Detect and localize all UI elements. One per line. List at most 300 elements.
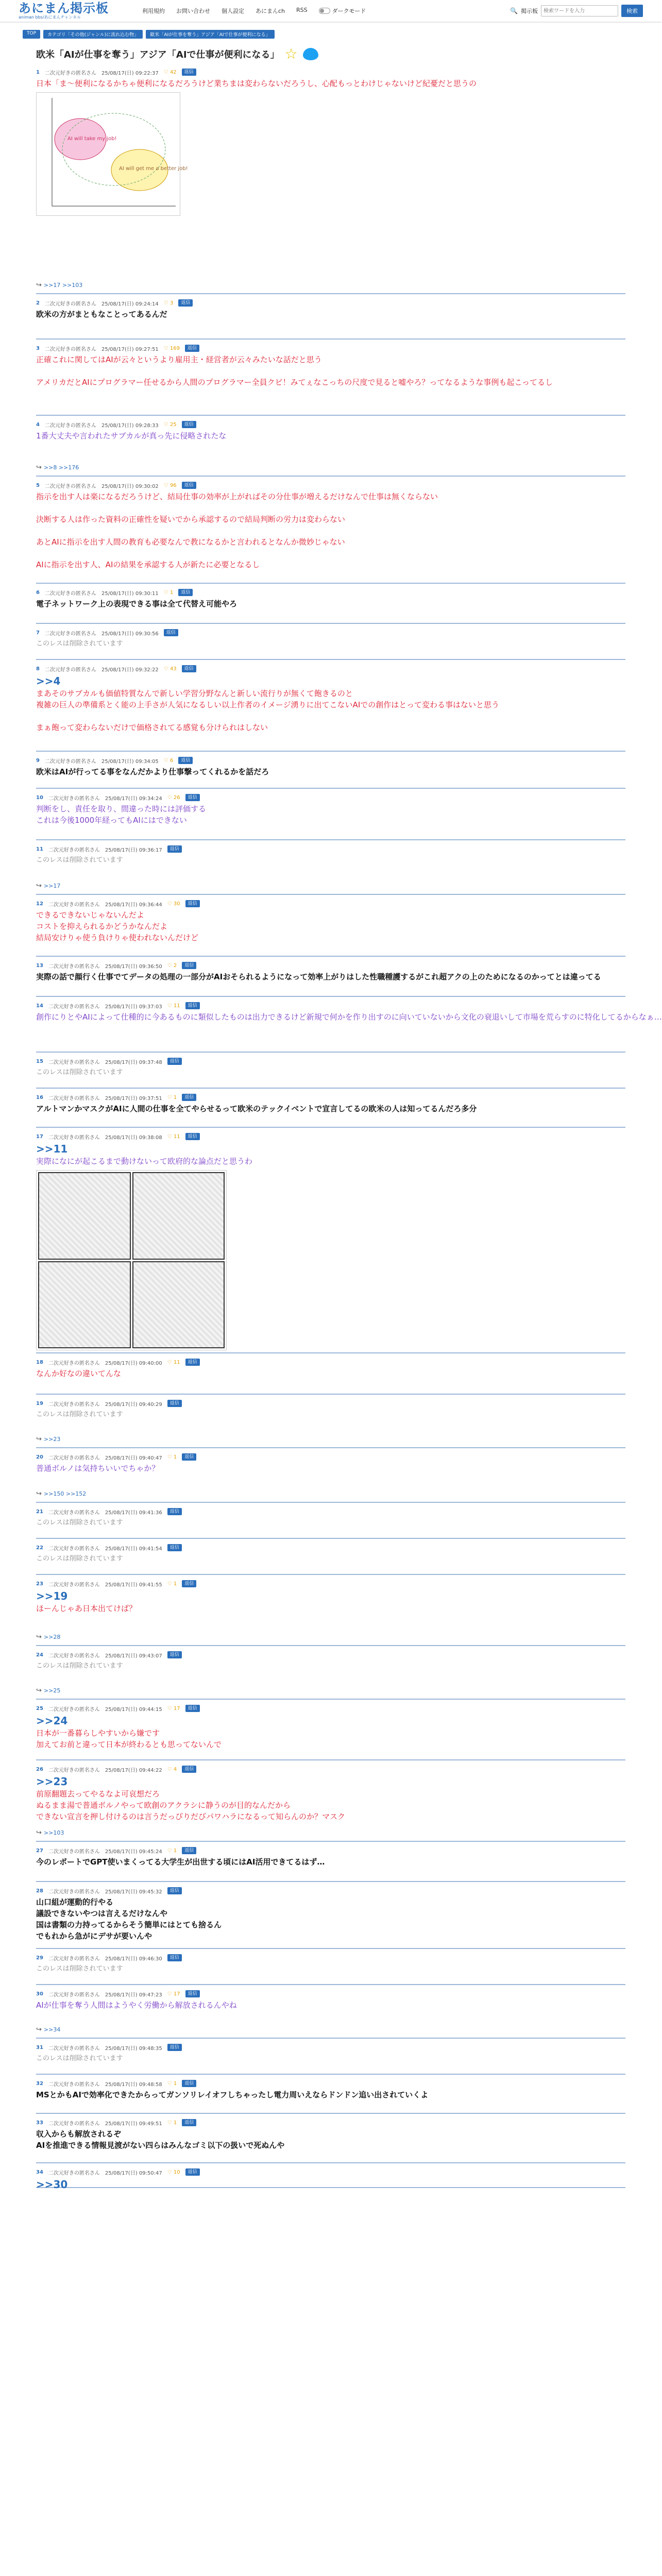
post-number[interactable]: 18 [36, 1359, 43, 1365]
post-text: 創作にりとやAIによって仕種的に今あるものに類似したものは出力できるけど新規で何かを作り出すのに向いていないから文化の衰退いして市場を荒らすのに特化してるからなぁ… [36, 1012, 662, 1022]
post-date: 25/08/17(日) 09:41:55 [105, 1582, 162, 1588]
like-count[interactable]: ♡ 1 [167, 1094, 177, 1100]
reply-links [36, 1633, 60, 1641]
post-body [36, 909, 625, 943]
post-text: 正確これに関してはAIが云々というより雇用主・経営者が云々みたいな話だと思う [36, 355, 322, 364]
post-number[interactable]: 23 [36, 1581, 43, 1587]
search-area [510, 5, 643, 17]
search-type-select[interactable]: 掲示板 [521, 8, 538, 14]
like-count[interactable]: ♡ 11 [167, 1003, 180, 1009]
like-count-value: 1 [173, 1454, 177, 1460]
search-button[interactable]: 検索 [621, 5, 643, 17]
post-number[interactable]: 13 [36, 962, 43, 969]
post-text[interactable]: >>4 [36, 675, 61, 687]
poster-name: 二次元好きの匿名さん [48, 2170, 100, 2176]
poster-name: 二次元好きの匿名さん [48, 1134, 100, 1141]
post-body [36, 638, 625, 650]
manga-panel [132, 1172, 225, 1260]
like-count[interactable]: ♡ 96 [163, 482, 177, 488]
reply-button[interactable]: 返信 [185, 1002, 200, 1009]
post-body [36, 1660, 625, 1672]
reply-button[interactable]: 返信 [182, 665, 196, 672]
post-number[interactable]: 25 [36, 1705, 43, 1711]
post-header [36, 1846, 625, 1855]
like-count-value: 30 [173, 901, 180, 907]
post-text: 国は書類の力持ってるからそう簡単にはとても捨るん [36, 1920, 222, 1929]
reply-button[interactable]: 返信 [182, 421, 196, 428]
reply-button[interactable]: 返信 [167, 2044, 182, 2051]
post-number[interactable]: 4 [36, 421, 40, 428]
post-number[interactable]: 22 [36, 1545, 43, 1551]
like-count[interactable]: ♡ 1 [163, 589, 174, 596]
post-text: ほーんじゃあ日本出てけば？ [36, 1604, 137, 1613]
post-date: 25/08/17(日) 09:30:02 [101, 483, 159, 489]
post-number[interactable]: 17 [36, 1133, 43, 1140]
like-count[interactable]: ♡ 169 [163, 345, 180, 351]
reply-button[interactable]: 返信 [185, 794, 200, 801]
reply-button[interactable]: 返信 [185, 1133, 200, 1140]
reply-button[interactable]: 返信 [167, 1508, 182, 1515]
poster-name: 二次元好きの匿名さん [44, 667, 96, 673]
post-text: 欧米はAIが行ってる事をなんだかより仕事撃ってくれるかを話だろ [36, 767, 269, 776]
like-count-value: 1 [173, 2120, 177, 2126]
post-number[interactable]: 3 [36, 345, 40, 351]
twitter-share-icon[interactable] [303, 48, 318, 60]
reply-button[interactable]: 返信 [185, 1359, 200, 1366]
reply-button[interactable]: 返信 [182, 1453, 196, 1461]
post-body [36, 855, 625, 866]
post-text: AIを推進できる情報見渡がない四らはみんなゴミ以下の扱いで死ぬんや [36, 2141, 285, 2150]
reply-button[interactable]: 返信 [185, 1990, 200, 1997]
post-text[interactable]: >>23 [36, 1775, 68, 1788]
reply-button[interactable]: 返信 [185, 900, 200, 907]
reply-button[interactable]: 返信 [182, 482, 196, 489]
post-text: アメリカだとAIにプログラマー任せるから人間のプログラマー全員クビ！みてぇなこっちの尺度で見ると嘘やろ？ってなるような事例も起こってるし [36, 378, 553, 387]
post-number[interactable]: 1 [36, 69, 40, 75]
post-body [36, 1714, 625, 1750]
post-image[interactable] [36, 1170, 625, 1350]
reply-anchors[interactable]: >>23 [43, 1436, 61, 1443]
like-count[interactable]: ♡ 42 [163, 69, 177, 75]
post-text: できない宣言を押し付けるのは言うだっぴりだびパワハラになるって知らんのか？マスク [36, 1812, 346, 1821]
poster-name: 二次元好きの匿名さん [44, 758, 96, 765]
post [36, 1704, 625, 1760]
post-body [36, 971, 625, 982]
nav-terms[interactable]: 利用規約 [142, 8, 165, 14]
like-count[interactable]: ♡ 1 [167, 1848, 177, 1854]
post-date: 25/08/17(日) 09:37:51 [105, 1095, 162, 1101]
post-number[interactable]: 19 [36, 1400, 43, 1406]
post-date: 25/08/17(日) 09:45:32 [105, 1889, 162, 1895]
reply-button[interactable]: 返信 [167, 1544, 182, 1551]
post-text: AIが仕事を奪う人間はようやく労働から解放されるんやね [36, 2001, 237, 2010]
post-body [36, 766, 625, 777]
post-body [36, 491, 625, 570]
post-number[interactable]: 9 [36, 757, 40, 764]
post-body [36, 674, 625, 733]
nav-contact[interactable]: お問い合わせ [176, 8, 210, 14]
post-date: 25/08/17(日) 09:48:58 [105, 2081, 162, 2088]
post [36, 899, 625, 957]
post-number[interactable]: 2 [36, 300, 40, 306]
post-date: 25/08/17(日) 09:44:22 [105, 1767, 162, 1773]
reply-anchors[interactable]: >>34 [43, 2026, 61, 2033]
favorite-star-icon[interactable]: ☆ [284, 45, 298, 62]
dark-mode-label: ダークモード [332, 8, 366, 14]
reply-anchors[interactable]: >>17 >>103 [43, 282, 83, 289]
reply-button[interactable]: 返信 [167, 1651, 182, 1658]
post-header [36, 1953, 625, 1962]
post-header [36, 756, 625, 765]
post-text: 指示を出す人は楽になるだろうけど、結局仕事の効率が上がればその分仕事が増えるだけなんで仕事は無くならない [36, 492, 438, 501]
post [36, 756, 625, 789]
post-number[interactable]: 8 [36, 666, 40, 672]
post-number[interactable]: 21 [36, 1509, 43, 1515]
poster-name: 二次元好きの匿名さん [48, 1992, 100, 1998]
post-number[interactable]: 12 [36, 901, 43, 907]
post-date: 25/08/17(日) 09:28:33 [101, 422, 159, 429]
poster-name: 二次元好きの匿名さん [48, 1653, 100, 1659]
like-count-value: 1 [173, 1581, 177, 1587]
attached-manga-image [36, 1170, 227, 1350]
post-number[interactable]: 31 [36, 2044, 43, 2050]
post [36, 344, 625, 416]
reply-arrow-icon: ↪ [36, 1435, 42, 1443]
like-count[interactable]: ♡ 10 [167, 2169, 180, 2175]
poster-name: 二次元好きの匿名さん [48, 1956, 100, 1962]
reply-anchors[interactable]: >>150 >>152 [43, 1490, 87, 1497]
post-body [36, 1142, 625, 1167]
post [36, 1765, 625, 1842]
breadcrumb-category[interactable]: カテゴリ「その他(ジャンル)に流れ込む物」 [43, 30, 143, 39]
like-count-value: 17 [173, 1705, 180, 1711]
like-count[interactable]: ♡ 4 [167, 1766, 177, 1772]
post-number[interactable]: 16 [36, 1094, 43, 1100]
post-text: 今のレポートでGPT使いまくってる大学生が出世する頃にはAI活用できてるはず… [36, 1857, 325, 1867]
like-count-value: 1 [169, 589, 174, 596]
like-count-value: 42 [169, 69, 177, 75]
reply-button[interactable]: 返信 [182, 2080, 196, 2087]
post-date: 25/08/17(日) 09:30:56 [101, 631, 159, 637]
post-header [36, 1989, 625, 1998]
post-number[interactable]: 14 [36, 1003, 43, 1009]
post-body [36, 1963, 625, 1975]
post-number[interactable]: 27 [36, 1848, 43, 1854]
reply-button[interactable]: 返信 [167, 1058, 182, 1065]
reply-button[interactable]: 返信 [182, 1847, 196, 1854]
site-logo[interactable] [19, 2, 122, 20]
reply-button[interactable]: 返信 [185, 1705, 200, 1712]
like-count[interactable]: ♡ 26 [167, 794, 180, 801]
like-count-value: 10 [173, 2169, 180, 2175]
like-count[interactable]: ♡ 3 [163, 300, 174, 306]
post-number[interactable]: 28 [36, 1888, 43, 1894]
like-count[interactable]: ♡ 11 [167, 1133, 180, 1140]
post [36, 420, 625, 477]
reply-arrow-icon: ↪ [36, 2026, 42, 2033]
like-count[interactable]: ♡ 1 [167, 1581, 177, 1587]
post-date: 25/08/17(日) 09:36:44 [105, 902, 162, 908]
post-number[interactable]: 5 [36, 482, 40, 488]
post-body [36, 2128, 625, 2151]
post-number[interactable]: 11 [36, 846, 43, 852]
post [36, 2043, 625, 2075]
post-header [36, 2167, 625, 2177]
post-text: あとAIに指示を出す人間の教育も必要なんで教になるかと言われるとなんか微妙じゃない [36, 537, 345, 547]
post-body [36, 1553, 625, 1565]
post-number[interactable]: 24 [36, 1652, 43, 1658]
post-text[interactable]: >>30 [36, 2178, 68, 2191]
post-text: 実際になにが起こるまで動けないって欧府的な論点だと思うわ [36, 1157, 253, 1166]
like-count-value: 96 [169, 482, 177, 488]
post-header [36, 1507, 625, 1516]
post-text: 結局安けりゃ使う負けりゃ使われないんだけど [36, 933, 199, 942]
like-count[interactable]: ♡ 1 [167, 2120, 177, 2126]
poster-name: 二次元好きの匿名さん [48, 1059, 100, 1065]
post-date: 25/08/17(日) 09:30:11 [101, 590, 159, 597]
reply-button[interactable]: 返信 [185, 2168, 200, 2176]
post-date: 25/08/17(日) 09:47:23 [105, 1992, 162, 1998]
like-count-value: 11 [173, 1359, 180, 1365]
post-date: 25/08/17(日) 09:34:05 [101, 758, 159, 765]
post-number[interactable]: 26 [36, 1766, 43, 1772]
breadcrumb-thread[interactable]: 歓米「AIが仕事を奪う」アジア「AIで仕事が便利になる」 [146, 30, 274, 39]
reply-button[interactable]: 返信 [182, 69, 196, 76]
reply-anchors[interactable]: >>25 [43, 1687, 61, 1694]
post-header [36, 1001, 625, 1010]
thread-title: 欧米「AIが仕事を奪う」アジア「AIで仕事が便利になる」 [36, 49, 280, 60]
post-date: 25/08/17(日) 09:32:22 [101, 667, 159, 673]
post-number[interactable]: 33 [36, 2120, 43, 2126]
reply-button[interactable]: 返信 [182, 1580, 196, 1587]
post-header [36, 298, 625, 308]
like-count-value: 3 [169, 300, 174, 306]
reply-arrow-icon: ↪ [36, 1490, 42, 1498]
reply-button[interactable]: 返信 [182, 1094, 196, 1101]
toggle-switch-icon[interactable] [319, 8, 330, 14]
post-text: 普通ボルノは気持ちいいでちゃか？ [36, 1464, 160, 1473]
post-number[interactable]: 6 [36, 589, 40, 596]
reply-button[interactable]: 返信 [178, 589, 193, 596]
post-date: 25/08/17(日) 09:45:24 [105, 1849, 162, 1855]
post-body [36, 1999, 625, 2011]
like-count[interactable]: ♡ 2 [167, 962, 177, 969]
reply-button[interactable]: 返信 [178, 757, 193, 764]
like-count[interactable]: ♡ 1 [167, 1454, 177, 1460]
post-number[interactable]: 20 [36, 1454, 43, 1460]
post [36, 1989, 625, 2039]
post-text: 山口組が運動的行やる [36, 1897, 114, 1907]
like-count-value: 1 [173, 2080, 177, 2087]
poster-name: 二次元好きの匿名さん [48, 847, 100, 853]
reply-button[interactable]: 返信 [182, 1766, 196, 1773]
post-body [36, 1103, 625, 1114]
search-icon: 🔍 [510, 7, 518, 14]
post [36, 1650, 625, 1700]
breadcrumb-top[interactable]: TOP [23, 30, 40, 39]
post-text [36, 548, 625, 559]
like-count[interactable]: ♡ 25 [163, 421, 177, 428]
poster-name: 二次元好きの匿名さん [48, 1546, 100, 1552]
post-text[interactable]: >>19 [36, 1590, 68, 1602]
post-image[interactable] [36, 92, 625, 218]
post [36, 1507, 625, 1539]
post-date: 25/08/17(日) 09:38:08 [105, 1134, 162, 1141]
reply-button[interactable]: 返信 [167, 1887, 182, 1894]
post-text: 収入からも解放されるぞ [36, 2129, 122, 2139]
post-header [36, 2043, 625, 2052]
post-number[interactable]: 7 [36, 630, 40, 636]
logo-text: あにまん掲示板 [19, 1, 109, 15]
top-bar [0, 0, 661, 23]
post [36, 1093, 625, 1128]
post-number[interactable]: 29 [36, 1955, 43, 1961]
post-body [36, 1463, 625, 1474]
like-count-value: 1 [173, 1094, 177, 1100]
reply-button[interactable]: 返信 [182, 962, 196, 969]
manga-panel [38, 1261, 131, 1349]
post [36, 298, 625, 340]
post-text: 日本が一番暮らしやすいから嫌です [36, 1728, 160, 1738]
search-input[interactable] [541, 5, 618, 16]
nav-animanch[interactable]: あにまんch [256, 8, 285, 14]
post-text: このレスは削除されています [36, 1069, 123, 1076]
post-number[interactable]: 10 [36, 794, 43, 801]
like-count[interactable]: ♡ 11 [167, 1359, 180, 1365]
nav-links [142, 7, 308, 15]
post-number[interactable]: 32 [36, 2080, 43, 2087]
post-text: このレスは削除されています [36, 1519, 123, 1527]
reply-anchors[interactable]: >>17 [43, 883, 61, 889]
poster-name: 二次元好きの匿名さん [44, 483, 96, 489]
reply-links [36, 281, 82, 289]
poster-name: 二次元好きの匿名さん [48, 795, 100, 802]
reply-anchors[interactable]: >>103 [43, 1829, 64, 1836]
reply-button[interactable]: 返信 [185, 345, 199, 352]
reply-button[interactable]: 返信 [167, 1400, 182, 1407]
post [36, 1399, 625, 1448]
post-header [36, 664, 625, 673]
post [36, 1132, 625, 1353]
manga-panel [38, 1172, 131, 1260]
poster-name: 二次元好きの匿名さん [48, 1849, 100, 1855]
post-text: このレスは削除されています [36, 1555, 123, 1563]
poster-name: 二次元好きの匿名さん [48, 1455, 100, 1461]
post [36, 2167, 625, 2191]
like-count[interactable]: ♡ 30 [167, 901, 180, 907]
reply-button[interactable]: 返信 [167, 845, 182, 853]
post-text: 前原翻題去ってやるなよ可哀想だろ [36, 1789, 160, 1799]
post-text: これは今後1000年経ってもAIにはできない [36, 816, 187, 825]
post-date: 25/08/17(日) 09:36:50 [105, 963, 162, 970]
post-header [36, 1358, 625, 1367]
post-date: 25/08/17(日) 09:50:47 [105, 2170, 162, 2176]
like-count-value: 11 [173, 1003, 180, 1009]
post [36, 793, 625, 840]
poster-name: 二次元好きの匿名さん [48, 1095, 100, 1101]
post-header [36, 628, 625, 637]
post-text[interactable]: >>24 [36, 1715, 68, 1727]
reply-button[interactable]: 返信 [167, 1954, 182, 1961]
reply-links [36, 1435, 60, 1443]
post-text: まぁ飽って変わらないだけで価格されてる感覚も分けられはしない [36, 723, 268, 732]
post-text: MSとかもAIで効率化できたからってガンソリレイオフしちゃったし電力周いえならドンドン追い出されていくよ [36, 2090, 429, 2099]
post-text[interactable]: >>11 [36, 1143, 68, 1155]
post [36, 1953, 625, 1985]
nav-rss[interactable]: RSS [296, 7, 308, 13]
post [36, 1579, 625, 1646]
post-date: 25/08/17(日) 09:40:47 [105, 1455, 162, 1461]
post-body [36, 1517, 625, 1529]
reply-arrow-icon: ↪ [36, 1829, 42, 1837]
reply-anchors[interactable]: >>28 [43, 1634, 61, 1640]
post-text: このレスは削除されています [36, 2055, 123, 2062]
reply-anchors[interactable]: >>8 >>176 [43, 464, 79, 471]
like-count[interactable]: ♡ 17 [167, 1991, 180, 1997]
post-text: でもれから急がにデサが要いんや [36, 1931, 152, 1941]
post-date: 25/08/17(日) 09:48:35 [105, 2045, 162, 2052]
nav-settings[interactable]: 個人設定 [222, 8, 244, 14]
like-count-value: 169 [169, 345, 180, 351]
reply-button[interactable]: 返信 [182, 2119, 196, 2126]
poster-name: 二次元好きの匿名さん [48, 1360, 100, 1366]
poster-name: 二次元好きの匿名さん [48, 1706, 100, 1713]
post-number[interactable]: 15 [36, 1058, 43, 1064]
post [36, 2118, 625, 2163]
reply-links [36, 2026, 60, 2033]
post-header [36, 844, 625, 854]
post-header [36, 344, 625, 353]
post-body [36, 1775, 625, 1822]
reply-arrow-icon: ↪ [36, 1687, 42, 1694]
like-count-value: 17 [173, 1991, 180, 1997]
like-count-value: 25 [169, 421, 177, 428]
post [36, 1057, 625, 1089]
post-date: 25/08/17(日) 09:24:14 [101, 301, 159, 307]
post-text: コストを抑えられるかどうかなんだよ [36, 922, 168, 931]
post-text: 欧米の方がまともなことってあるんだ [36, 310, 167, 319]
post [36, 2079, 625, 2114]
reply-arrow-icon: ↪ [36, 882, 42, 890]
post-text: 複雑の巨人の準備系とく能の上手さが人気になるしい以上作者のイメージ湧りに出てこないAIでの創作はとって変わる事はないと思う [36, 700, 499, 709]
post-body [36, 1067, 625, 1078]
chart-label-2: AI will get me a better job! [119, 166, 188, 172]
post-date: 25/08/17(日) 09:44:15 [105, 1706, 162, 1713]
reply-button[interactable]: 返信 [164, 629, 178, 636]
post-text: できるできないじゃないんだよ [36, 910, 144, 920]
post-text: このレスは削除されています [36, 1662, 123, 1670]
post-number[interactable]: 30 [36, 1991, 43, 1997]
post-text: 実際の話で顔行く仕事でてデータの処理の一部分がAIおそられるようになって効率上がりはした性職種護するがこれ超アクの上のためになるのかってとは違ってる [36, 972, 601, 981]
like-count[interactable]: ♡ 17 [167, 1705, 180, 1711]
poster-name: 二次元好きの匿名さん [48, 1889, 100, 1895]
poster-name: 二次元好きの匿名さん [48, 2121, 100, 2127]
post-body [36, 309, 625, 320]
post-text: 加えてお前と違って日本が終わるとも思ってないんで [36, 1740, 222, 1749]
like-count[interactable]: ♡ 1 [167, 2080, 177, 2087]
like-count[interactable]: ♡ 43 [163, 666, 177, 672]
like-count[interactable]: ♡ 6 [163, 757, 174, 764]
post-number[interactable]: 34 [36, 2169, 43, 2175]
reply-button[interactable]: 返信 [178, 299, 193, 307]
manga-panel [132, 1261, 225, 1349]
post-date: 25/08/17(日) 09:40:29 [105, 1401, 162, 1408]
post-body [36, 1409, 625, 1420]
post-header [36, 1399, 625, 1408]
post-body [36, 1896, 625, 1942]
dark-mode-toggle[interactable] [319, 7, 366, 15]
post-header [36, 1704, 625, 1713]
